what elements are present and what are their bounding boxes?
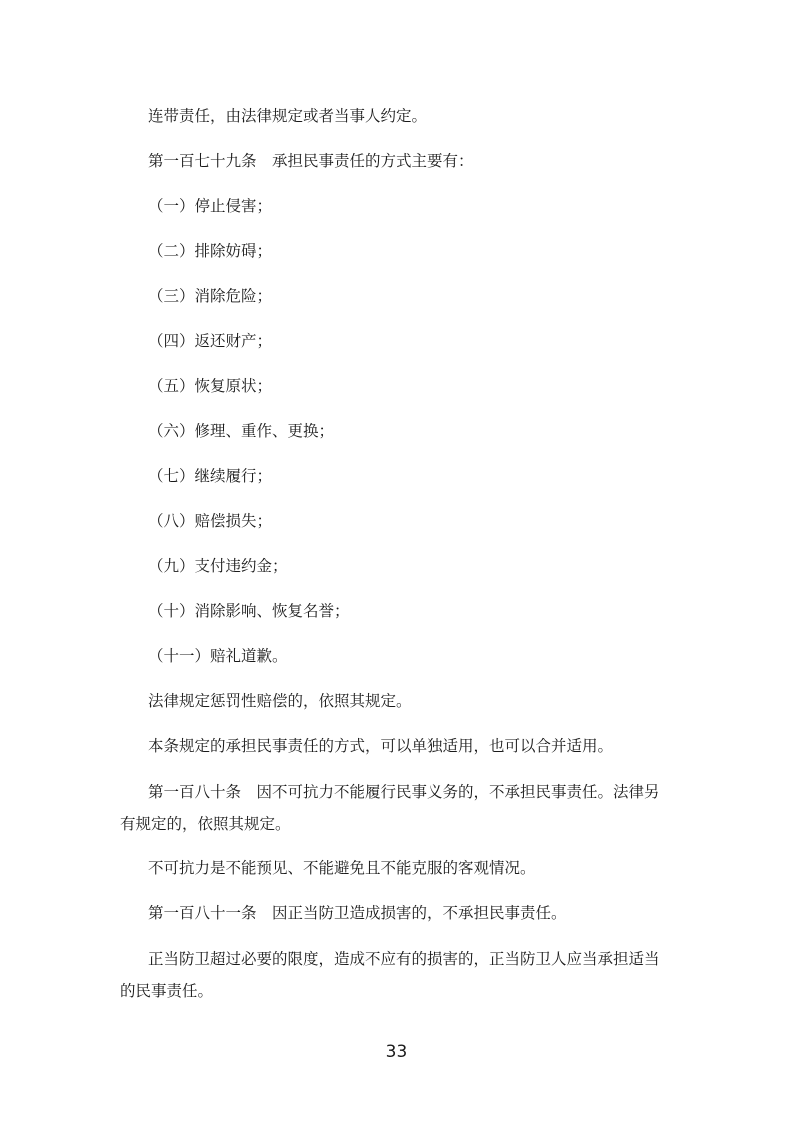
- list-item-9: （九）支付违约金；: [148, 557, 288, 575]
- self-defense-line-1: 正当防卫超过必要的限度，造成不应有的损害的，正当防卫人应当承担适当: [148, 950, 660, 968]
- paragraph-application: 本条规定的承担民事责任的方式，可以单独适用，也可以合并适用。: [148, 737, 614, 755]
- page-number: 33: [385, 1042, 408, 1062]
- article-180-line-1: 第一百八十条 因不可抗力不能履行民事义务的，不承担民事责任。法律另: [148, 783, 660, 801]
- list-item-10: （十）消除影响、恢复名誉；: [148, 602, 350, 620]
- article-181-heading: 第一百八十一条 因正当防卫造成损害的，不承担民事责任。: [148, 904, 567, 922]
- list-item-5: （五）恢复原状；: [148, 377, 273, 395]
- paragraph-punitive-damages: 法律规定惩罚性赔偿的，依照其规定。: [148, 692, 412, 710]
- list-item-2: （二）排除妨碍；: [148, 242, 273, 260]
- article-180-line-2: 有规定的，依照其规定。: [120, 815, 291, 833]
- list-item-8: （八）赔偿损失；: [148, 512, 273, 530]
- article-179-heading: 第一百七十九条 承担民事责任的方式主要有：: [148, 152, 474, 170]
- list-item-6: （六）修理、重作、更换；: [148, 422, 335, 440]
- list-item-3: （三）消除危险；: [148, 287, 273, 305]
- paragraph-force-majeure: 不可抗力是不能预见、不能避免且不能克服的客观情况。: [148, 859, 536, 877]
- list-item-1: （一）停止侵害；: [148, 197, 273, 215]
- self-defense-line-2: 的民事责任。: [120, 982, 214, 1000]
- text-line-joint-liability: 连带责任，由法律规定或者当事人约定。: [148, 107, 428, 125]
- list-item-4: （四）返还财产；: [148, 332, 273, 350]
- list-item-11: （十一）赔礼道歉。: [148, 647, 288, 665]
- list-item-7: （七）继续履行；: [148, 467, 273, 485]
